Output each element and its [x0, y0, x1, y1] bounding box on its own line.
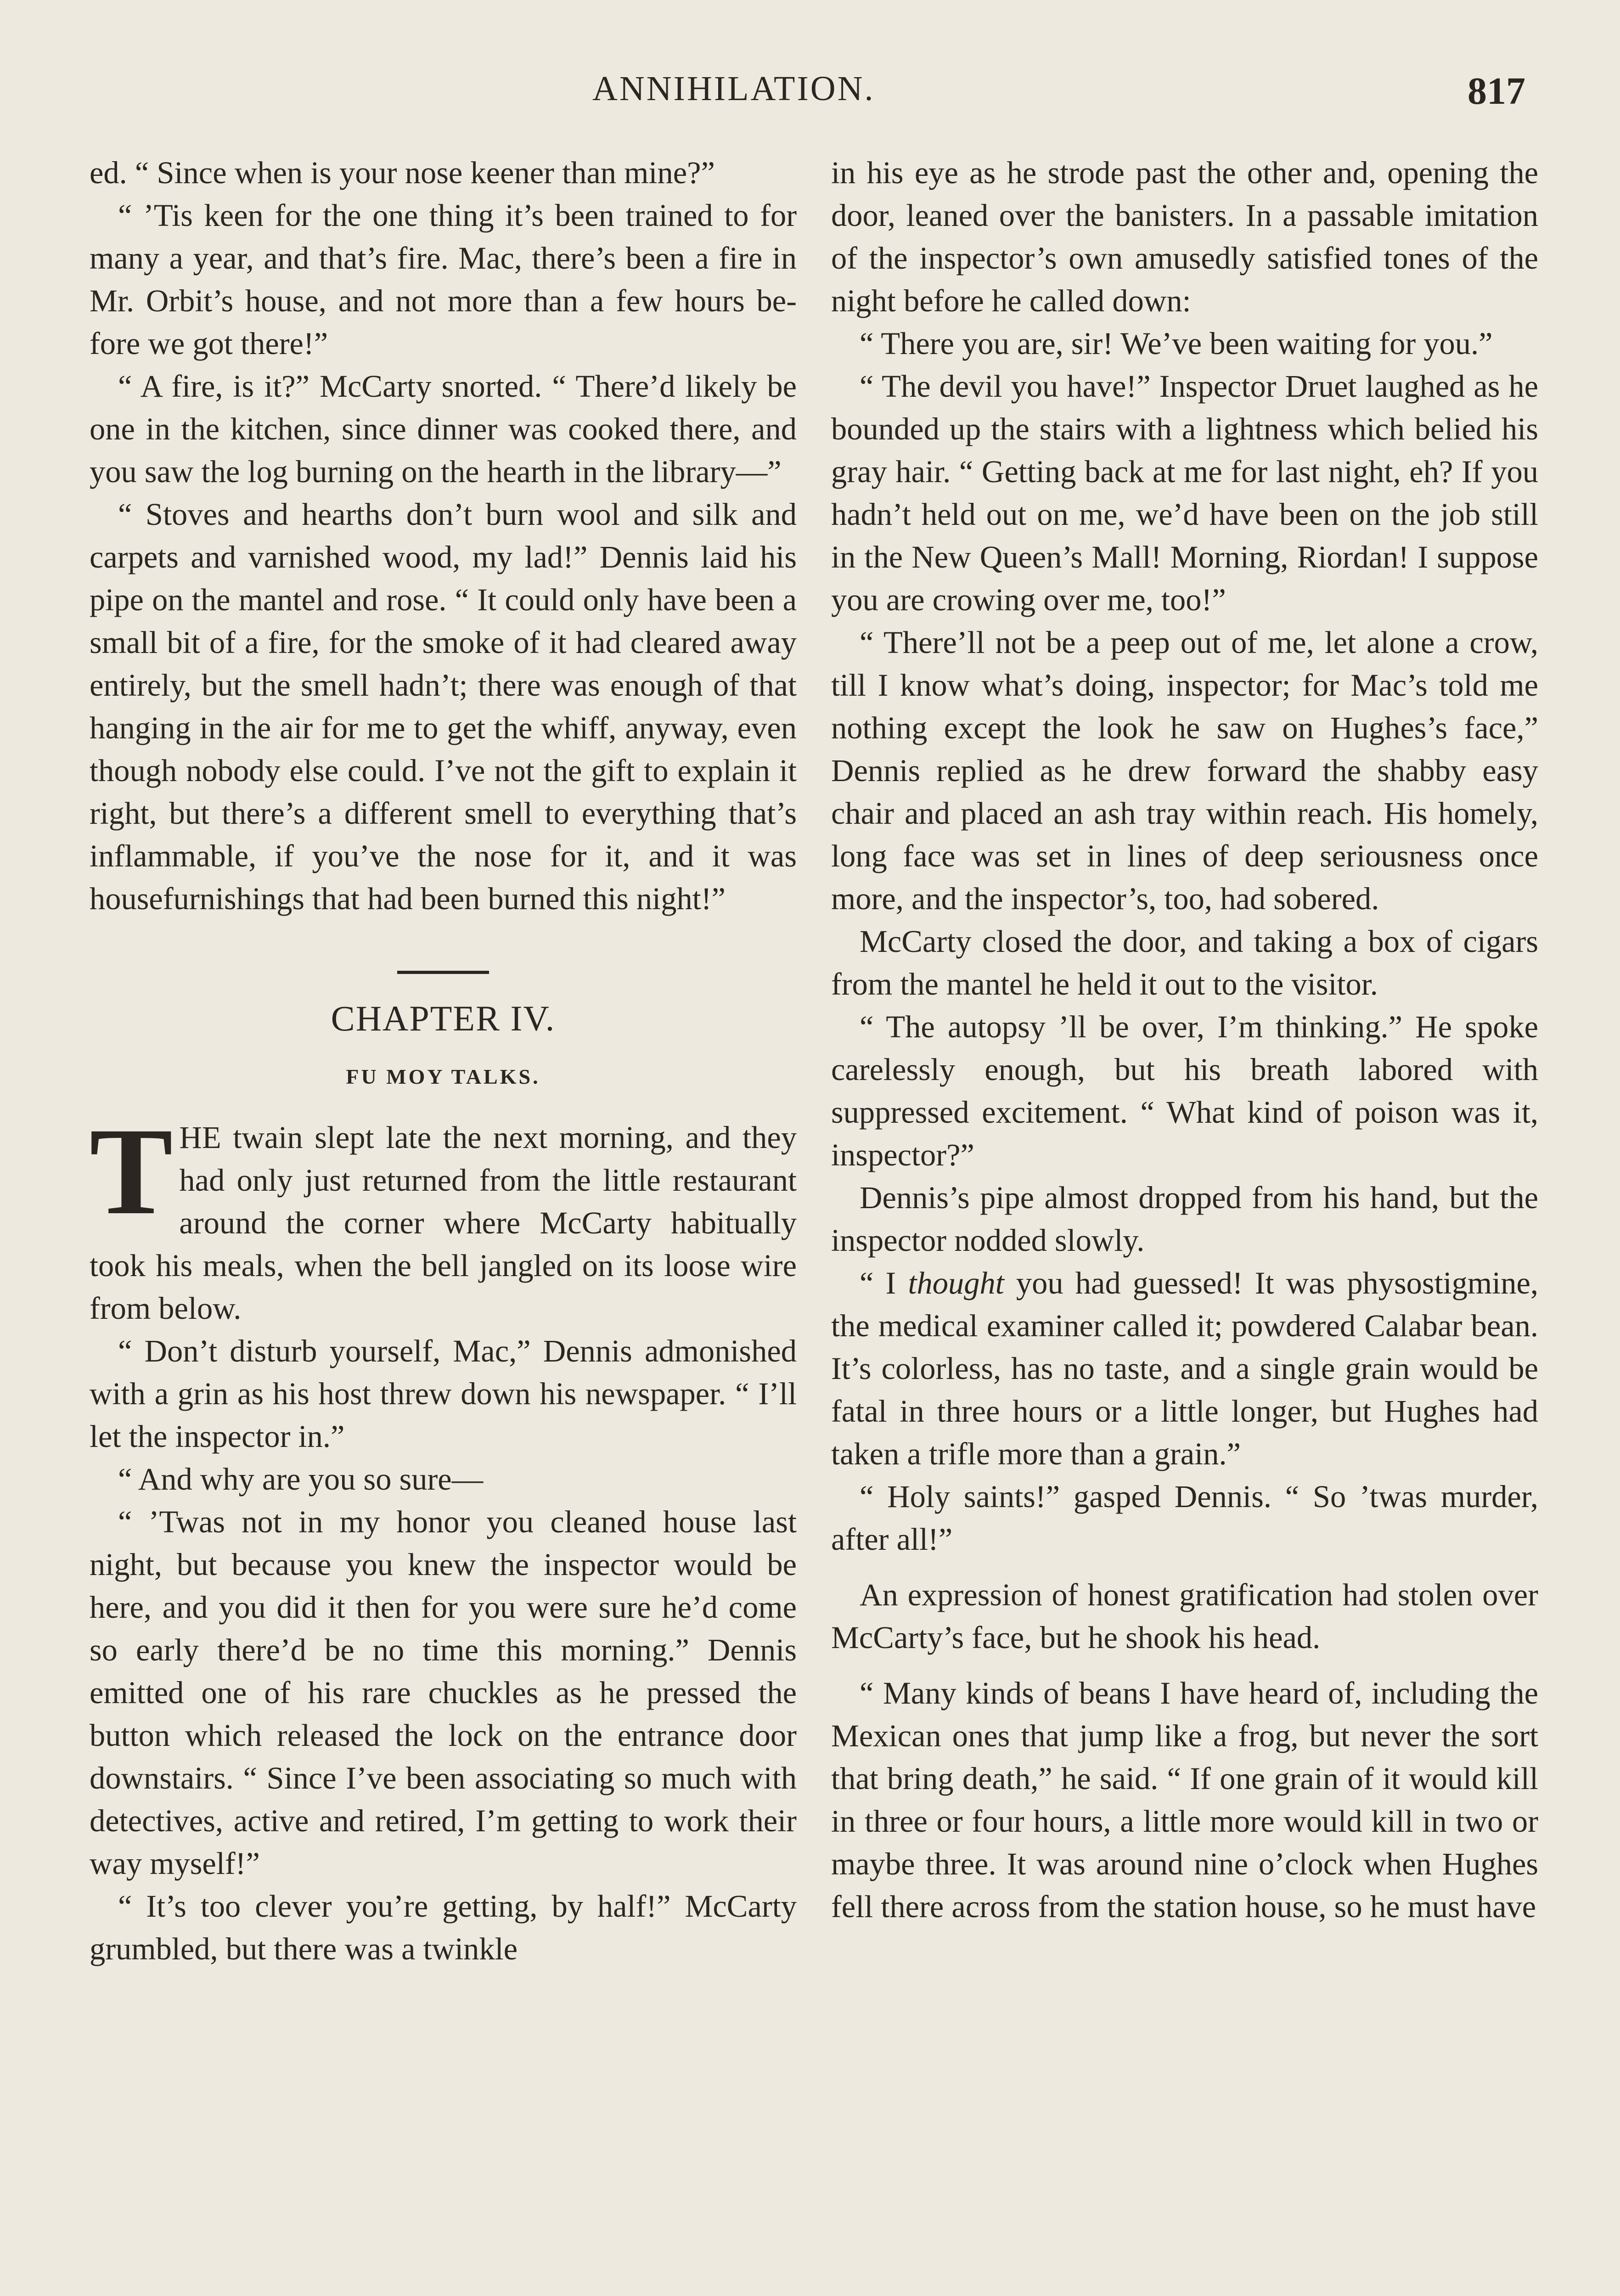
chapter-first-paragraph	[90, 1102, 797, 1330]
paragraph: “ There’ll not be a peep out of me, let alone a crow, till I know what’s doing, inspector; for Mac’s told me nothing except the look he saw on Hughes’s face,” Dennis replied as he drew forward the shabby easy chair and placed an ash tray within reach. His homely, long face was set in lines of deep seriousness once more, and the inspector’s, too, had sobered.	[831, 625, 1538, 916]
paragraph-text: HE twain slept late the next morning, and they had only just returned from the little restaurant around the corner where McCarty habitually took his meals, when the bell jangled on its loose wire from below.	[90, 1120, 797, 1326]
text-run: you had guessed! It was physostigmine, the medical examiner called it; powdered Calabar bean. It’s colorless, has no taste, and a single grain would be fatal in three hours or a little longer, but Hughes had taken a trifle more than a grain.”	[831, 1266, 1538, 1471]
paragraph: An expression of honest gratification had stolen over McCarty’s face, but he shook his head.	[831, 1577, 1538, 1655]
chapter-title: CHAPTER IV.	[331, 998, 556, 1038]
paragraph: ed. “ Since when is your nose keener than mine?”	[90, 155, 715, 190]
paragraph: “ Holy saints!” gasped Dennis. “ So ’twas murder, after all!”	[831, 1479, 1538, 1557]
drop-cap: T	[90, 1102, 173, 1240]
paragraph	[831, 1262, 1538, 1475]
page-number: 817	[1468, 70, 1525, 113]
paragraph: “ ’Twas not in my honor you cleaned house last night, but because you knew the inspector would be here, and you did it then for you were sure he’d come so early there’d be no time this morning.” Dennis emitted one of his rare chuckles as he pressed the button which released the lock on the entrance door downstairs. “ Since I’ve been associating so much with detectives, active and retired, I’m getting to work their way myself!”	[90, 1504, 797, 1881]
right-column	[831, 152, 1538, 2296]
italic-text: thought	[908, 1266, 1004, 1300]
chapter-subtitle: FU MOY TALKS.	[346, 1065, 540, 1088]
running-head: ANNIHILATION.	[592, 69, 875, 108]
paragraph: “ It’s too clever you’re getting, by half!” McCarty grumbled, but there was a twinkle	[90, 1889, 797, 1966]
left-column	[90, 152, 797, 2296]
text-run: “ I	[860, 1266, 908, 1300]
paragraph: “ And why are you so sure—	[118, 1462, 484, 1497]
paragraph: “ The autopsy ’ll be over, I’m thinking.” He spoke carelessly enough, but his breath labored with suppressed excitement. “ What kind of poison was it, inspector?”	[831, 1009, 1538, 1172]
paragraph: “ The devil you have!” Inspector Druet laughed as he bounded up the stairs with a lightness which belied his gray hair. “ Getting back at me for last night, eh? If you hadn’t held out on me, we’d have been on the job still in the New Queen’s Mall! Morning, Riordan! I suppose you are crowing over me, too!”	[831, 369, 1538, 617]
paragraph: McCarty closed the door, and taking a box of cigars from the mantel he held it out to the visitor.	[831, 924, 1538, 1002]
section-divider	[397, 971, 489, 974]
paragraph: “ There you are, sir! We’ve been waiting for you.”	[860, 326, 1493, 361]
paragraph: “ Stoves and hearths don’t burn wool and silk and carpets and varnished wood, my lad!” Dennis laid his pipe on the mantel and rose. “ It could only have been a small bit of a fire, for the smoke of it had cleared away entirely, but the smell hadn’t; there was enough of that hanging in the air for me to get the whiff, anyway, even though nobody else could. I’ve not the gift to explain it right, but there’s a different smell to everything that’s inflammable, if you’ve the nose for it, and it was housefurnishings that had been burned this night!”	[90, 497, 797, 916]
paragraph: “ Many kinds of beans I have heard of, including the Mexican ones that jump like a frog, but never the sort that bring death,” he said. “ If one grain of it would kill in three or four hours, a little more would kill in two or maybe three. It was around nine o’clock when Hughes fell there across from the station house, so he must have	[831, 1676, 1538, 1924]
paragraph: Dennis’s pipe almost dropped from his hand, but the inspector nodded slowly.	[831, 1180, 1538, 1258]
paragraph: “ A fire, is it?” McCarty snorted. “ There’d likely be one in the kitchen, since dinner was cooked there, and you saw the log burning on the hearth in the library—”	[90, 369, 797, 489]
paragraph: in his eye as he strode past the other and, opening the door, leaned over the banisters. In a passable imitation of the inspector’s own amusedly satisfied tones of the night before he called down:	[831, 155, 1538, 318]
paragraph: “ ’Tis keen for the one thing it’s been trained to for many a year, and that’s fire. Mac, there’s been a fire in Mr. Orbit’s house, and not more than a few hours before we got there!”	[90, 198, 797, 361]
paragraph: “ Don’t disturb yourself, Mac,” Dennis admonished with a grin as his host threw down his newspaper. “ I’ll let the inspector in.”	[90, 1334, 797, 1454]
